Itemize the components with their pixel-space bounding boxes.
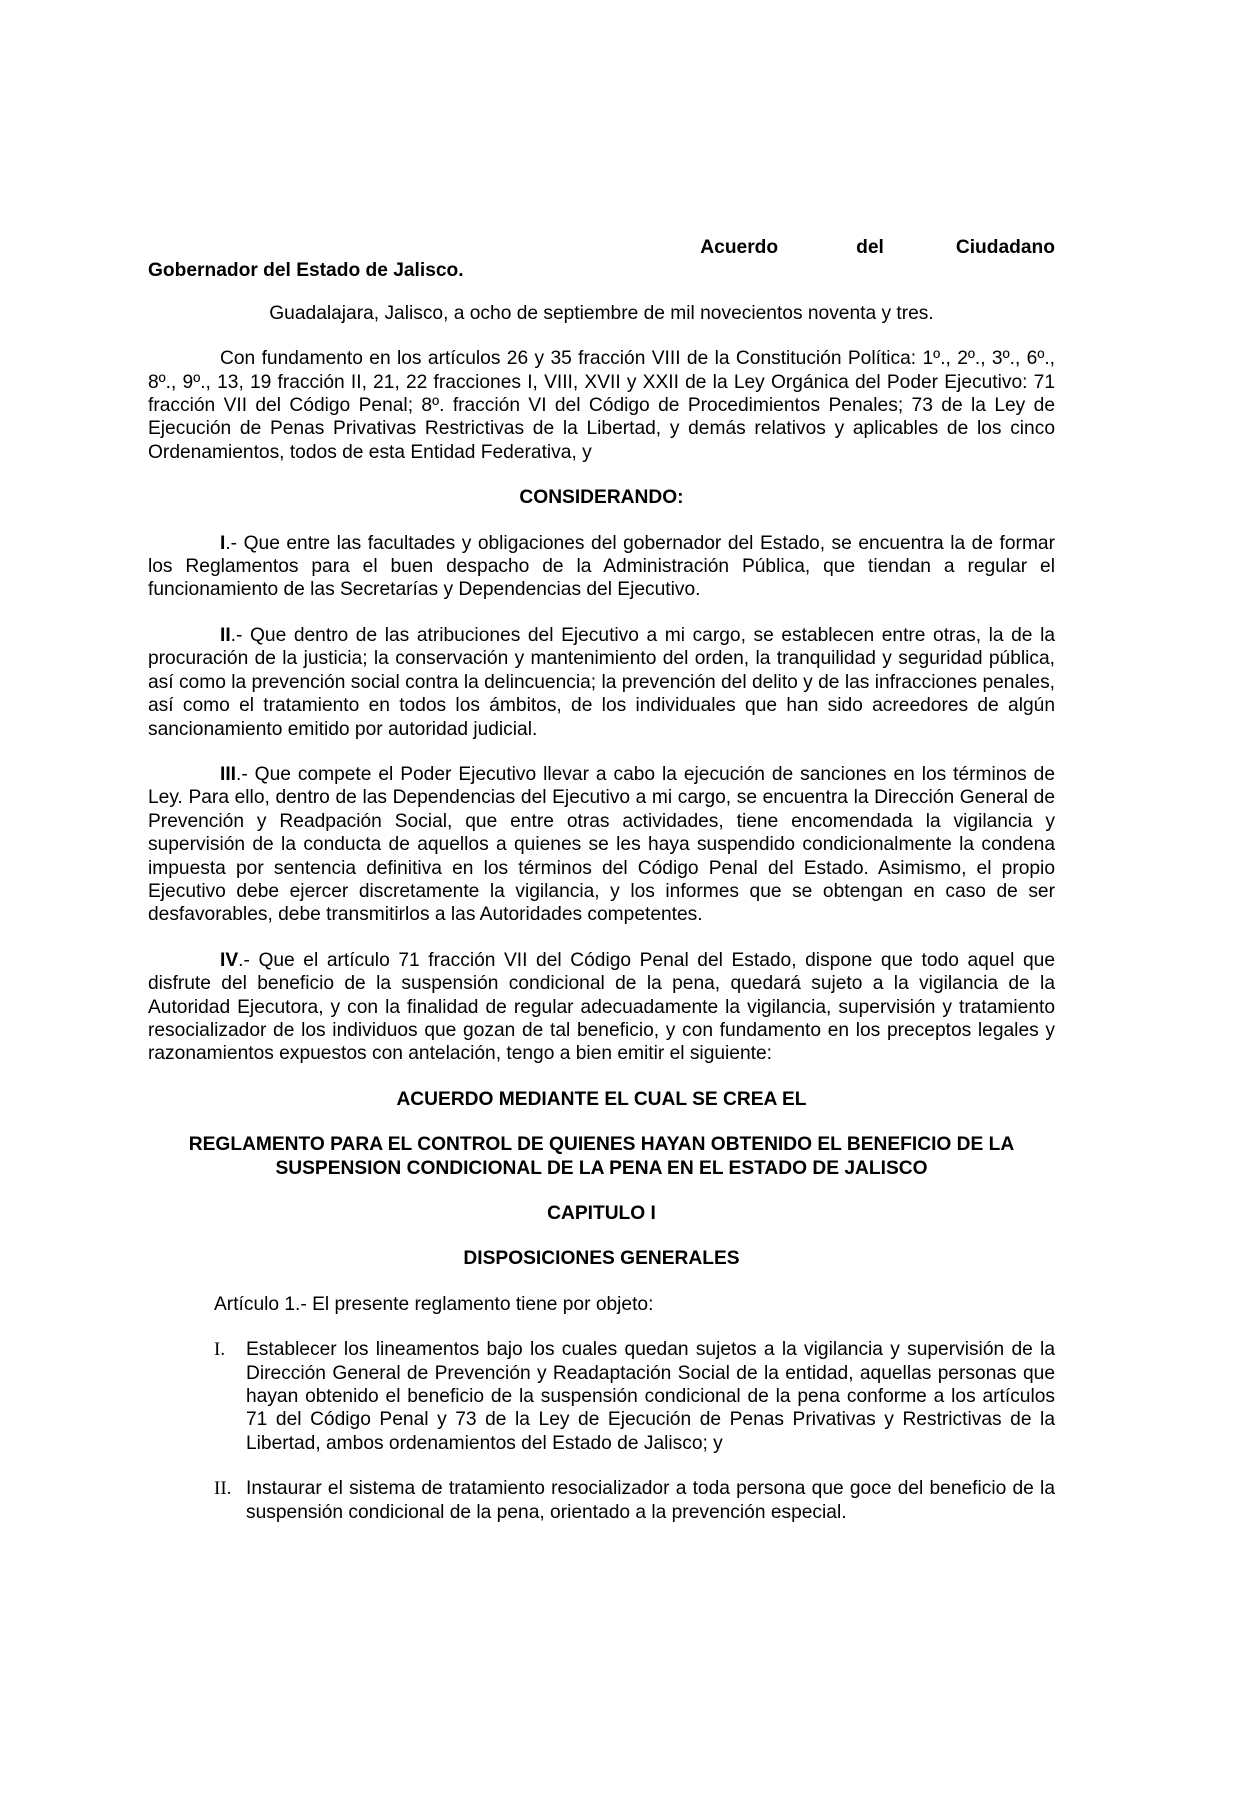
- title-word-acuerdo: Acuerdo: [700, 237, 779, 258]
- list-item-text: Instaurar el sistema de tratamiento resocializador a toda persona que goce del beneficio de la suspensión condicional de la pena, orientado a la prevención especial.: [246, 1478, 1055, 1523]
- list-marker: I.: [214, 1339, 226, 1361]
- place-and-date: Guadalajara, Jalisco, a ocho de septiembre de mil novecientos noventa y tres.: [269, 302, 934, 324]
- considerando-item-4: [148, 949, 1055, 1066]
- reglamento-heading-line-2: SUSPENSION CONDICIONAL DE LA PENA EN EL ESTADO DE JALISCO: [275, 1157, 928, 1179]
- document-title: [148, 236, 1055, 283]
- article-1-list: [148, 1338, 1055, 1524]
- considerando-text: .- Que compete el Poder Ejecutivo llevar a cabo la ejecución de sanciones en los términos de Ley. Para ello, dentro de las Dependencias del Ejecutivo a mi cargo, se encuentra la Dirección General de Prevención y Readpación Social, que entre otras actividades, tiene encomendada la vigilancia y supervisión de la conducta de aquellos a quienes se les haya suspendido condicionalmente la condena impuesta por sentencia definitiva en los términos del Código Penal del Estado. Asimismo, el propio Ejecutivo debe ejercer discretamente la vigilancia, y los informes que se obtengan en caso de ser desfavorables, debe transmitirlos a las Autoridades competentes.: [148, 763, 1055, 926]
- document-body: [148, 236, 1055, 1546]
- title-word-ciudadano: Ciudadano: [955, 237, 1055, 258]
- list-item: [148, 1338, 1055, 1455]
- title-line-2: Gobernador del Estado de Jalisco.: [148, 260, 464, 282]
- preamble-paragraph: Con fundamento en los artículos 26 y 35 fracción VIII de la Constitución Política: 1º., 2º., 3º., 6º., 8º., 9º., 13, 19 fracción II, 21, 22 fracciones I, VIII, XVII y XXII de la Ley Orgánica del Poder Ejecutivo: 71 fracción VII del Código Penal; 8º. fracción VI del Código de Procedimientos Penales; 73 de la Ley de Ejecución de Penas Privativas Restrictivas de la Libertad, y demás relativos y aplicables de los cinco Ordenamientos, todos de esta Entidad Federativa, y: [148, 348, 1055, 463]
- list-item-text: Establecer los lineamentos bajo los cuales quedan sujetos a la vigilancia y supervisión de la Dirección General de Prevención y Readaptación Social de la entidad, aquellas personas que hayan obtenido el beneficio de la suspensión condicional de la pena conforme a los artículos 71 del Código Penal y 73 de la Ley de Ejecución de Penas Privativas y Restrictivas de la Libertad, ambos ordenamientos del Estado de Jalisco; y: [246, 1339, 1055, 1454]
- chapter-heading: CAPITULO I: [547, 1203, 656, 1224]
- considerando-item-3: [148, 763, 1055, 927]
- considerando-text: .- Que el artículo 71 fracción VII del Código Penal del Estado, dispone que todo aquel que disfrute del beneficio de la suspensión condicional de la pena, quedará sujeto a la vigilancia de la Autoridad Ejecutora, y con la finalidad de regular adecuadamente la vigilancia, supervisión y tratamiento resocializador de los individuos que gozan de tal beneficio, y con fundamento en los preceptos legales y razonamientos expuestos con antelación, tengo a bien emitir el siguiente:: [148, 949, 1055, 1065]
- considerando-label: III: [220, 763, 236, 785]
- list-item: [148, 1477, 1055, 1524]
- considerando-label: I: [220, 532, 226, 554]
- reglamento-heading-line-1: REGLAMENTO PARA EL CONTROL DE QUIENES HAYAN OBTENIDO EL BENEFICIO DE LA: [188, 1134, 1015, 1156]
- reglamento-heading: [148, 1133, 1055, 1180]
- chapter-title: DISPOSICIONES GENERALES: [463, 1248, 740, 1270]
- acuerdo-heading: ACUERDO MEDIANTE EL CUAL SE CREA EL: [396, 1088, 807, 1110]
- considerando-heading: CONSIDERANDO:: [519, 487, 684, 509]
- considerando-label: IV: [220, 949, 239, 971]
- title-word-del: del: [856, 237, 884, 258]
- considerando-item-1: [148, 532, 1055, 602]
- title-line-1: [148, 236, 1055, 259]
- list-marker: II.: [214, 1478, 232, 1500]
- considerando-label: II: [220, 624, 231, 646]
- considerando-text: .- Que dentro de las atribuciones del Ejecutivo a mi cargo, se establecen entre otras, la de la procuración de la justicia; la conservación y mantenimiento del orden, la tranquilidad y seguridad pública, así como la prevención social contra la delincuencia; la prevención del delito y de las infracciones penales, así como el tratamiento en todos los ámbitos, de los individuales que han sido acreedores de algún sancionamiento emitido por autoridad judicial.: [148, 624, 1055, 740]
- article-1-intro: Artículo 1.- El presente reglamento tiene por objeto:: [214, 1293, 654, 1315]
- considerando-text: .- Que entre las facultades y obligaciones del gobernador del Estado, se encuentra la de formar los Reglamentos para el buen despacho de la Administración Pública, que tiendan a regular el funcionamiento de las Secretarías y Dependencias del Ejecutivo.: [148, 532, 1055, 601]
- considerando-item-2: [148, 624, 1055, 741]
